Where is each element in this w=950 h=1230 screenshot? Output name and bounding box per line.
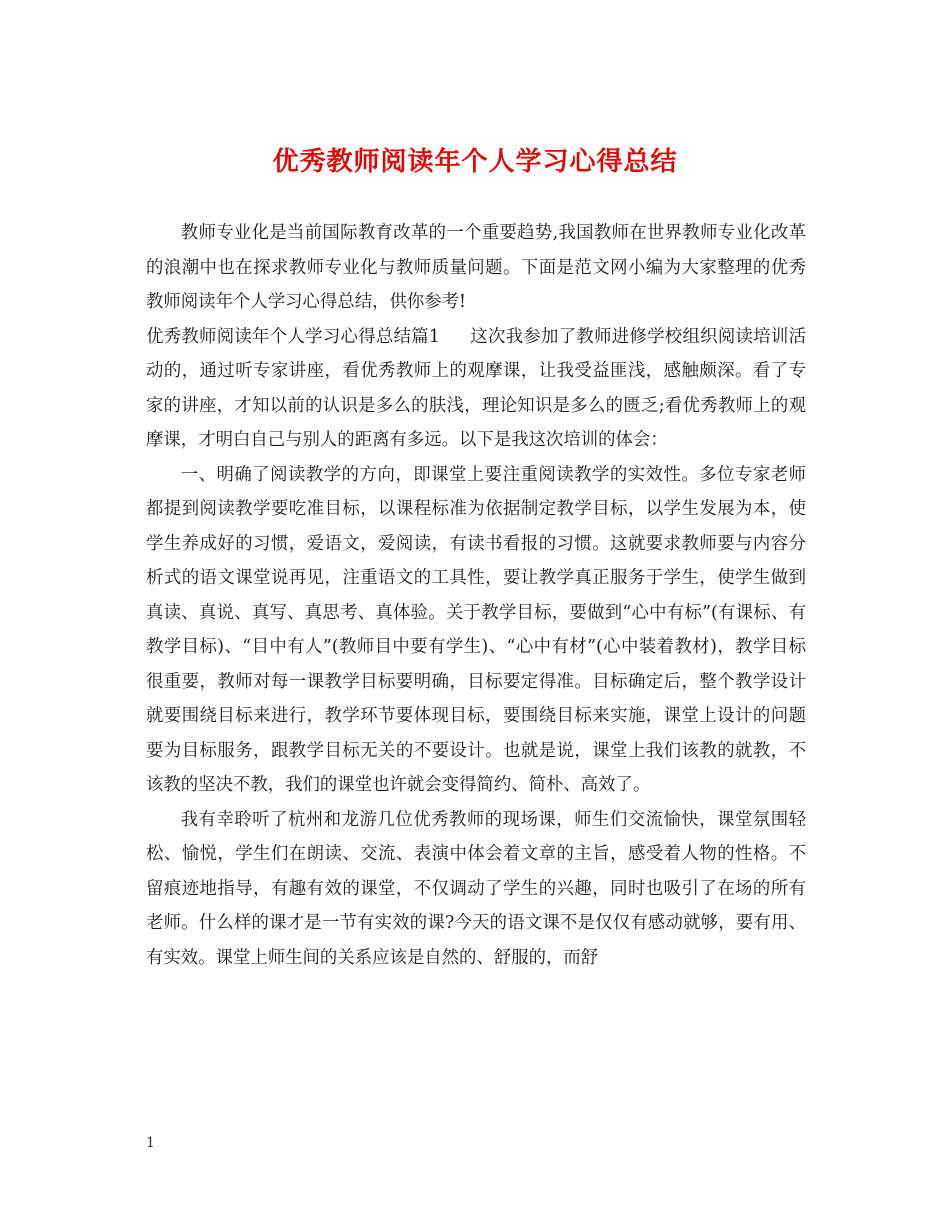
document-title: 优秀教师阅读年个人学习心得总结 xyxy=(272,147,678,177)
section-title: 优秀教师阅读年个人学习心得总结篇1 xyxy=(146,326,440,347)
intro-paragraph: 教师专业化是当前国际教育改革的一个重要趋势,我国教师在世界教师专业化改革的浪潮中也在探求教师专业化与教师质量问题。下面是范文网小编为大家整理的优秀教师阅读年个人学习心得总结，供你参考! xyxy=(146,223,806,312)
body-paragraph-2: 我有幸聆听了杭州和龙游几位优秀教师的现场课，师生们交流愉快，课堂氛围轻松、愉悦，学生们在朗读、交流、表演中体会着文章的主旨，感受着人物的性格。不留痕迹地指导，有趣有效的课堂，不仅调动了学生的兴趣，同时也吸引了在场的所有老师。什么样的课才是一节有实效的课?今天的语文课不是仅仅有感动就够，要有用、有实效。课堂上师生间的关系应该是自然的、舒服的，而舒 xyxy=(146,809,806,968)
section-paragraph xyxy=(146,320,806,458)
document-body xyxy=(146,216,806,975)
section-intro: 这次我参加了教师进修学校组织阅读培训活动的，通过听专家讲座，看优秀教师上的观摩课，让我受益匪浅，感触颇深。看了专家的讲座，才知以前的认识是多么的肤浅，理论知识是多么的匮乏;看优秀教师上的观摩课，才明白自己与别人的距离有多远。以下是我这次培训的体会： xyxy=(146,326,806,450)
page-number: 1 xyxy=(146,1135,155,1151)
body-paragraph-1: 一、明确了阅读教学的方向，即课堂上要注重阅读教学的实效性。多位专家老师都提到阅读教学要吃准目标，以课程标准为依据制定教学目标，以学生发展为本，使学生养成好的习惯，爱语文，爱阅读，有读书看报的习惯。这就要求教师要与内容分析式的语文课堂说再见，注重语文的工具性，要让教学真正服务于学生，使学生做到真读、真说、真写、真思考、真体验。关于教学目标，要做到“心中有标”(有课标、有教学目标)、“目中有人”(教师目中要有学生)、“心中有材”(心中装着教材)，教学目标很重要，教师对每一课教学目标要明确，目标要定得准。目标确定后，整个教学设计就要围绕目标来进行，教学环节要体现目标，要围绕目标来实施，课堂上设计的问题要为目标服务，跟教学目标无关的不要设计。也就是说，课堂上我们该教的就教，不该教的坚决不教，我们的课堂也许就会变得简约、简朴、高效了。 xyxy=(146,464,806,795)
